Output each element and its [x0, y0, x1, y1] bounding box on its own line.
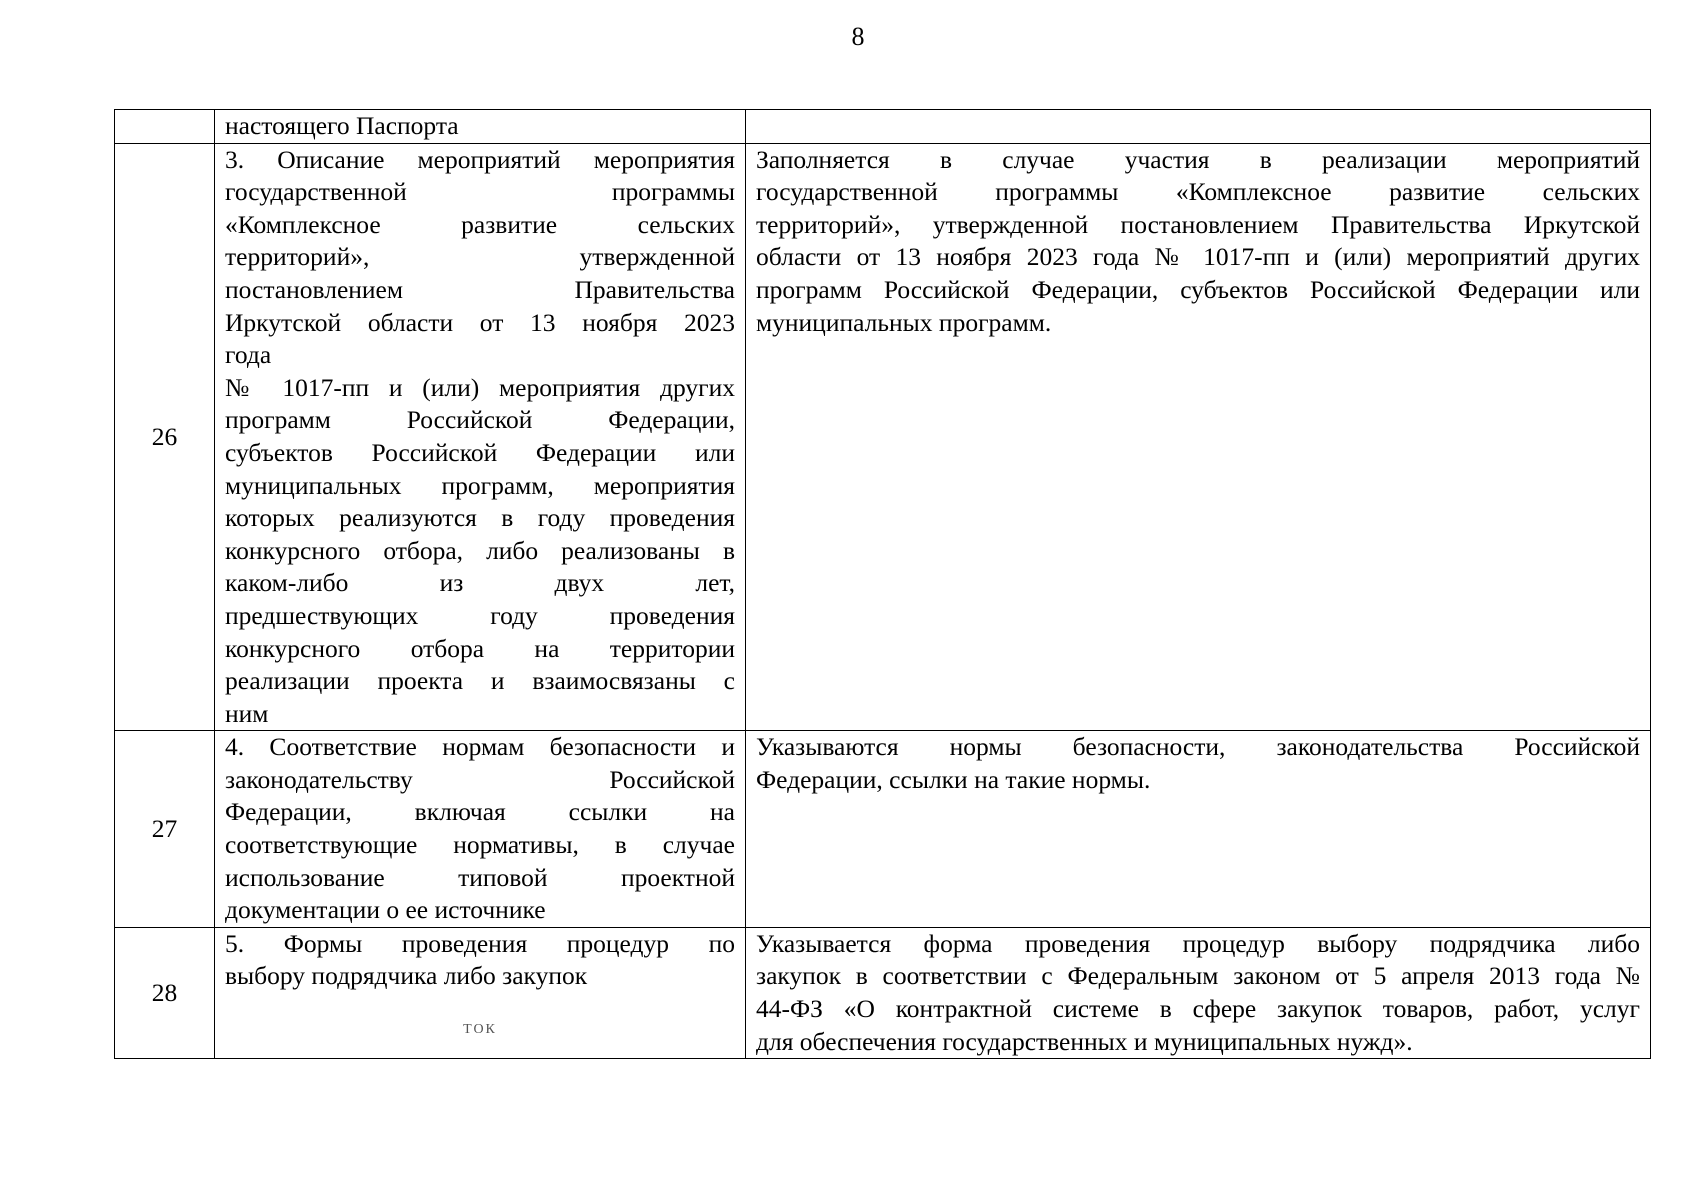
page-number: 8 — [851, 22, 865, 51]
row-name-cell — [215, 731, 746, 928]
text-line: которых реализуются в году проведения — [225, 503, 735, 533]
stamp-mark: ТОК — [463, 1022, 497, 1038]
row-name-cell — [215, 110, 746, 144]
text-line: года — [225, 340, 272, 370]
text-line: программ Российской Федерации, — [225, 405, 735, 435]
text-line: конкурсного отбора, либо реализованы в — [225, 535, 735, 565]
text-line: 3. Описание мероприятий мероприятия — [225, 144, 735, 174]
table-row — [115, 927, 1651, 1058]
row-number-cell: 28 — [115, 927, 215, 1058]
text-line: использование типовой проектной — [225, 862, 735, 892]
text-line: территорий», утвержденной постановлением Правительства Иркутской — [756, 209, 1640, 239]
text-line: государственной программы — [225, 177, 735, 207]
text-line: Указываются нормы безопасности, законодательства Российской — [756, 732, 1640, 762]
row-description-cell — [746, 110, 1651, 144]
row-name-cell — [215, 927, 746, 1058]
text-line: Заполняется в случае участия в реализации мероприятий — [756, 144, 1640, 174]
text-line: ним — [225, 698, 269, 728]
text-line: муниципальных программ, мероприятия — [225, 470, 735, 500]
text-line: соответствующие нормативы, в случае — [225, 830, 735, 860]
text-line: настоящего Паспорта — [225, 111, 459, 140]
text-line: Федерации, ссылки на такие нормы. — [756, 764, 1151, 794]
row-number-cell — [115, 110, 215, 144]
row-description-cell — [746, 927, 1651, 1058]
table-row — [115, 110, 1651, 144]
text-line: области от 13 ноября 2023 года № 1017-пп и (или) мероприятий других — [756, 242, 1640, 272]
text-line: каком-либо из двух лет, — [225, 568, 735, 598]
table-row — [115, 731, 1651, 928]
text-line: «Комплексное развитие сельских — [225, 209, 735, 239]
text-line: документации о ее источнике — [225, 895, 546, 925]
row-number-cell: 27 — [115, 731, 215, 928]
row-description-cell — [746, 143, 1651, 731]
text-line: Иркутской области от 13 ноября 2023 — [225, 307, 735, 337]
row-description-cell — [746, 731, 1651, 928]
text-line: № 1017-пп и (или) мероприятия других — [225, 372, 735, 402]
table-row — [115, 143, 1651, 731]
text-line: постановлением Правительства — [225, 274, 735, 304]
text-line: для обеспечения государственных и муниципальных нужд». — [756, 1026, 1413, 1056]
text-line: территорий», утвержденной — [225, 242, 735, 272]
text-line: реализации проекта и взаимосвязаны с — [225, 666, 735, 696]
text-line: выбору подрядчика либо закупок — [225, 961, 588, 991]
text-line: конкурсного отбора на территории — [225, 633, 735, 663]
text-line: 44-ФЗ «О контрактной системе в сфере закупок товаров, работ, услуг — [756, 994, 1640, 1024]
text-line: программ Российской Федерации, субъектов Российской Федерации или — [756, 274, 1640, 304]
text-line: 5. Формы проведения процедур по — [225, 928, 735, 958]
row-name-cell — [215, 143, 746, 731]
row-number-cell: 26 — [115, 143, 215, 731]
text-line: 4. Соответствие нормам безопасности и — [225, 732, 735, 762]
text-line: предшествующих году проведения — [225, 600, 735, 630]
text-line: Указывается форма проведения процедур выбору подрядчика либо — [756, 928, 1640, 958]
text-line: государственной программы «Комплексное развитие сельских — [756, 177, 1640, 207]
text-line: муниципальных программ. — [756, 307, 1052, 337]
text-line: закупок в соответствии с Федеральным законом от 5 апреля 2013 года № — [756, 961, 1640, 991]
passport-table — [114, 109, 1651, 1059]
text-line: Федерации, включая ссылки на — [225, 797, 735, 827]
text-line: законодательству Российской — [225, 764, 735, 794]
text-line: субъектов Российской Федерации или — [225, 437, 735, 467]
